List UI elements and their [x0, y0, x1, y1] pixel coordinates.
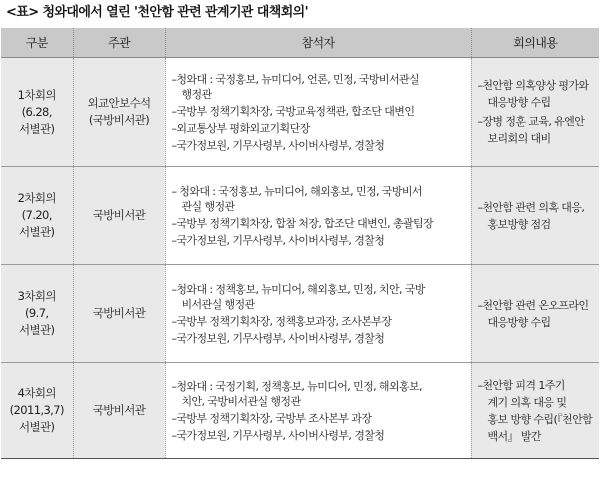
attendee-item: –국가정보원, 기무사령부, 사이버사령부, 경찰청 [171, 428, 385, 442]
attendee-item: – 청와대 : 국정홍보, 뉴미디어, 해외홍보, 민정, 국방비서 [171, 184, 422, 198]
content-cell [471, 265, 599, 363]
host-line: 외교안보수석 [87, 96, 151, 110]
attendees-cell [165, 363, 471, 459]
attendees-cell [165, 58, 471, 167]
attendee-item: –청와대 : 정책홍보, 뉴미디어, 해외홍보, 민정, 치안, 국방 [171, 282, 425, 296]
attendee-item: –국가정보원, 기무사령부, 사이버사령부, 경찰청 [171, 233, 385, 247]
content-item: 백서』 발간 [487, 429, 541, 443]
host-cell [73, 363, 165, 459]
table-row [1, 167, 599, 265]
host-line: 국방비서관 [92, 403, 146, 417]
content-cell [471, 363, 599, 459]
content-item: 홍보방향 점검 [487, 217, 551, 231]
attendee-item: –청와대 : 국정홍보, 뉴미디어, 언론, 민정, 국방비서관실 [171, 72, 420, 86]
session-place: 서별관) [19, 323, 55, 337]
attendee-item: –국가정보원, 기무사령부, 사이버사령부, 경찰청 [171, 138, 385, 152]
header-content: 회의내용 [471, 28, 599, 58]
session-name: 2차회의 [17, 191, 56, 205]
attendee-item: –국방부 정책기획차장, 정책홍보과장, 조사본부장 [171, 314, 392, 328]
host-line: 국방비서관 [92, 306, 146, 320]
host-line: (국방비서관) [88, 113, 150, 127]
session-place: 서별관) [19, 225, 55, 239]
content-item: 보리회의 대비 [487, 132, 551, 145]
content-item: 홍보 방향 수립(『천안함 [487, 412, 593, 426]
attendees-cell [165, 167, 471, 265]
content-item: 계기 의혹 대응 및 [487, 395, 567, 409]
content-item: –장병 정훈 교육, 유엔안 [477, 115, 585, 128]
content-item: 대응방향 수립 [487, 315, 551, 329]
session-date: (2011,3,7) [9, 403, 64, 417]
attendees-cell [165, 265, 471, 363]
attendee-item: –국가정보원, 기무사령부, 사이버사령부, 경찰청 [171, 331, 385, 345]
content-item: 대응방향 수립 [487, 96, 551, 109]
table-row [1, 363, 599, 459]
header-row [1, 28, 599, 58]
content-item: –천안함 피격 1주기 [477, 378, 565, 392]
attendee-item: –외교통상부 평화외교기획단장 [171, 121, 310, 135]
session-name: 1차회의 [17, 87, 56, 102]
attendee-item: –국방부 정책기획차장, 합참 처장, 합조단 대변인, 총괄팀장 [171, 216, 434, 230]
content-item: –천안함 관련 의혹 대응, [477, 200, 585, 214]
host-cell [73, 167, 165, 265]
header-host: 주관 [73, 28, 165, 58]
header-session: 구분 [1, 28, 73, 58]
table-row [1, 58, 599, 167]
attendee-item: 관실 행정관 [181, 199, 235, 213]
session-name: 4차회의 [17, 386, 56, 400]
session-cell [1, 363, 73, 459]
session-place: 서별관) [19, 121, 55, 136]
session-cell [1, 167, 73, 265]
meeting-table [1, 28, 599, 459]
session-date: (9.7, [25, 306, 49, 320]
session-cell [1, 265, 73, 363]
session-place: 서별관) [19, 420, 55, 434]
host-cell [73, 265, 165, 363]
session-date: (7.20, [21, 208, 52, 222]
content-cell [471, 167, 599, 265]
host-line: 국방비서관 [92, 208, 146, 222]
attendee-item: –청와대 : 국정기획, 정책홍보, 뉴미디어, 민정, 해외홍보, [171, 379, 422, 393]
header-attendees: 참석자 [165, 28, 471, 58]
attendee-item: 행정관 [181, 87, 212, 101]
content-item: –천안함 관련 온오프라인 [477, 298, 589, 312]
host-cell [73, 58, 165, 167]
content-item: –천안함 의혹양상 평가와 [477, 79, 589, 92]
attendee-item: –국방부 정책기획차장, 국방부 조사본부 과장 [171, 411, 372, 425]
session-cell [1, 58, 73, 167]
table-row [1, 265, 599, 363]
table-caption: <표> 청와대에서 열린 '천안함 관련 관계기관 대책회의' [6, 5, 309, 20]
attendee-item: 치안, 국방비서관실 행정관 [181, 394, 301, 408]
attendee-item: 비서관실 행정관 [181, 297, 255, 311]
session-date: (6.28, [21, 104, 52, 119]
attendee-item: –국방부 정책기획차장, 국방교육정책관, 합조단 대변인 [171, 104, 415, 118]
content-cell [471, 58, 599, 167]
session-name: 3차회의 [17, 289, 56, 303]
